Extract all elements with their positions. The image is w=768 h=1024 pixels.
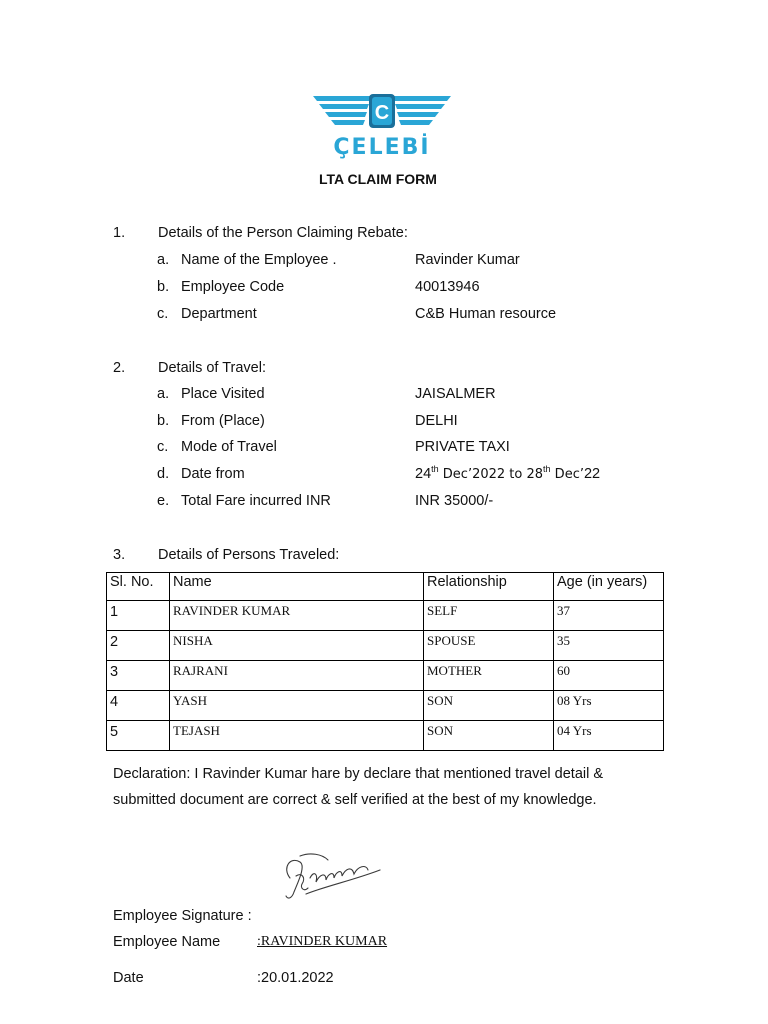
s2-row-value: INR 35000/- [415, 493, 494, 509]
cell-sl-no: 5 [107, 721, 170, 751]
section3-heading: Details of Persons Traveled: [158, 547, 340, 563]
cell-relationship: SELF [424, 601, 554, 631]
declaration-line-2: submitted document are correct & self verified at the best of my knowledge. [113, 792, 597, 808]
cell-relationship: MOTHER [424, 661, 554, 691]
s1-row-label: Employee Code [181, 279, 285, 295]
date-middle: Dec’2022 to 28 [438, 466, 544, 482]
header-name: Name [170, 573, 424, 601]
cell-sl-no: 1 [107, 601, 170, 631]
table-row [107, 601, 664, 631]
date-day-from: 24 [415, 465, 432, 482]
s2-row-label: From (Place) [181, 413, 265, 429]
header-sl-no: Sl. No. [107, 573, 170, 601]
s1-row-letter: a. [157, 252, 170, 268]
s2-row-value: PRIVATE TAXI [415, 439, 510, 455]
s2-row-label: Total Fare incurred INR [181, 493, 331, 509]
date-year-to: 22 [583, 465, 601, 482]
cell-relationship: SON [424, 721, 554, 751]
s1-row-value: C&B Human resource [415, 306, 557, 322]
declaration-line-1: Declaration: I Ravinder Kumar hare by declare that mentioned travel detail & [113, 766, 604, 782]
section1-heading: Details of the Person Claiming Rebate: [158, 225, 408, 241]
table-row [107, 721, 664, 751]
s2-row-letter: b. [157, 413, 170, 429]
employee-name-label: Employee Name [113, 934, 221, 950]
s1-row-letter: b. [157, 279, 170, 295]
s1-row-letter: c. [157, 306, 169, 322]
table-header-row [107, 573, 664, 601]
logo-wordmark: ÇELEBİ [333, 135, 431, 160]
cell-age: 04 Yrs [554, 721, 664, 751]
header-relationship: Relationship [424, 573, 554, 601]
cell-age: 37 [554, 601, 664, 631]
date-month-to: Dec’ [550, 466, 584, 482]
employee-name-value: :RAVINDER KUMAR [257, 934, 388, 949]
cell-age: 35 [554, 631, 664, 661]
table-row [107, 631, 664, 661]
s2-row-letter: c. [157, 439, 169, 455]
s2-row-value: DELHI [415, 413, 458, 429]
cell-sl-no: 4 [107, 691, 170, 721]
s1-row-value: Ravinder Kumar [415, 252, 520, 268]
celebi-logo [311, 92, 453, 160]
cell-age: 60 [554, 661, 664, 691]
travel-date-range [415, 464, 600, 482]
s2-row-label: Mode of Travel [181, 439, 277, 455]
s2-row-letter: a. [157, 386, 170, 402]
date-suffix-from: th [431, 464, 439, 474]
table-row [107, 691, 664, 721]
employee-signature-label: Employee Signature : [113, 908, 252, 924]
date-suffix-to: th [543, 464, 551, 474]
date-label: Date [113, 970, 144, 986]
section2-heading: Details of Travel: [158, 360, 266, 376]
cell-sl-no: 3 [107, 661, 170, 691]
cell-name: TEJASH [170, 721, 424, 751]
form-title: LTA CLAIM FORM [319, 171, 437, 187]
header-age: Age (in years) [554, 573, 664, 601]
s2-row-label: Date from [181, 466, 245, 482]
s2-row-letter: e. [157, 493, 170, 509]
s1-row-label: Name of the Employee . [181, 252, 337, 268]
section3-number: 3. [113, 547, 126, 563]
s2-row-letter: d. [157, 466, 170, 482]
cell-relationship: SON [424, 691, 554, 721]
section2-number: 2. [113, 360, 126, 376]
s1-row-label: Department [181, 306, 257, 322]
persons-table [106, 572, 664, 751]
cell-name: RAJRANI [170, 661, 424, 691]
date-value: :20.01.2022 [257, 970, 334, 986]
section1-number: 1. [113, 225, 126, 241]
cell-name: YASH [170, 691, 424, 721]
table-row [107, 661, 664, 691]
cell-relationship: SPOUSE [424, 631, 554, 661]
s1-row-value: 40013946 [415, 279, 480, 295]
cell-name: NISHA [170, 631, 424, 661]
handwritten-signature [276, 848, 386, 908]
logo-badge-letter: C [374, 102, 390, 124]
cell-sl-no: 2 [107, 631, 170, 661]
cell-age: 08 Yrs [554, 691, 664, 721]
s2-row-label: Place Visited [181, 386, 265, 402]
cell-name: RAVINDER KUMAR [170, 601, 424, 631]
s2-row-value: JAISALMER [415, 386, 496, 402]
